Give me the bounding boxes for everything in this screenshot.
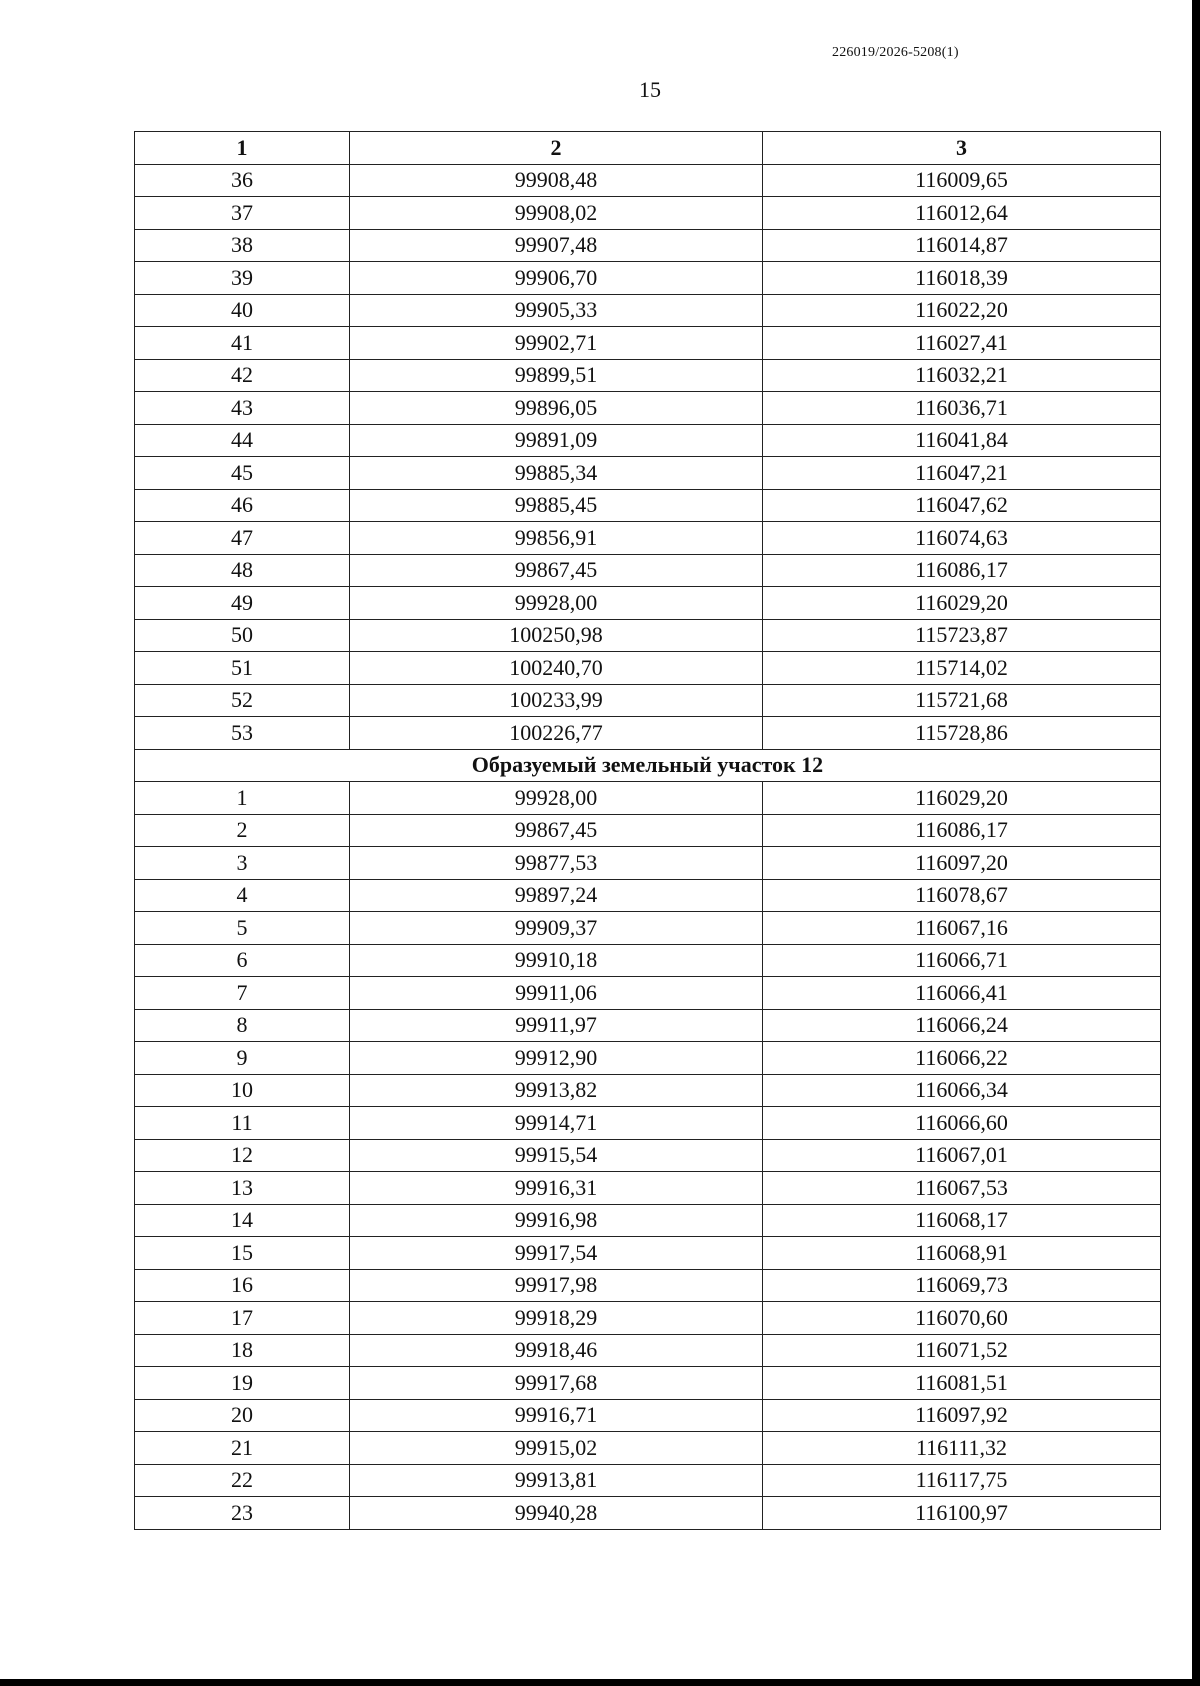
- point-number-cell: 37: [135, 197, 350, 230]
- point-number-cell: 48: [135, 554, 350, 587]
- table-row: [135, 554, 1161, 587]
- x-coordinate-cell: 99940,28: [350, 1497, 763, 1530]
- x-coordinate-cell: 99877,53: [350, 847, 763, 880]
- point-number-cell: 16: [135, 1269, 350, 1302]
- x-coordinate-cell: 99915,54: [350, 1139, 763, 1172]
- table-row: [135, 392, 1161, 425]
- x-coordinate-cell: 99912,90: [350, 1042, 763, 1075]
- column-header-3: 3: [763, 132, 1161, 165]
- y-coordinate-cell: 116027,41: [763, 327, 1161, 360]
- table-row: [135, 847, 1161, 880]
- table-row: [135, 294, 1161, 327]
- point-number-cell: 13: [135, 1172, 350, 1205]
- table-row: [135, 457, 1161, 490]
- table-row: [135, 489, 1161, 522]
- y-coordinate-cell: 116047,62: [763, 489, 1161, 522]
- x-coordinate-cell: 99906,70: [350, 262, 763, 295]
- x-coordinate-cell: 99908,48: [350, 164, 763, 197]
- table-row: [135, 327, 1161, 360]
- point-number-cell: 49: [135, 587, 350, 620]
- scan-edge-right: [1192, 0, 1200, 1686]
- table-row: [135, 944, 1161, 977]
- x-coordinate-cell: 99916,71: [350, 1399, 763, 1432]
- point-number-cell: 3: [135, 847, 350, 880]
- y-coordinate-cell: 116066,24: [763, 1009, 1161, 1042]
- point-number-cell: 39: [135, 262, 350, 295]
- y-coordinate-cell: 116117,75: [763, 1464, 1161, 1497]
- y-coordinate-cell: 116068,91: [763, 1237, 1161, 1270]
- point-number-cell: 15: [135, 1237, 350, 1270]
- x-coordinate-cell: 99915,02: [350, 1432, 763, 1465]
- point-number-cell: 5: [135, 912, 350, 945]
- y-coordinate-cell: 116041,84: [763, 424, 1161, 457]
- y-coordinate-cell: 116070,60: [763, 1302, 1161, 1335]
- x-coordinate-cell: 99911,06: [350, 977, 763, 1010]
- x-coordinate-cell: 99909,37: [350, 912, 763, 945]
- table-row: [135, 1269, 1161, 1302]
- x-coordinate-cell: 99908,02: [350, 197, 763, 230]
- y-coordinate-cell: 116071,52: [763, 1334, 1161, 1367]
- table-row: [135, 1302, 1161, 1335]
- y-coordinate-cell: 116047,21: [763, 457, 1161, 490]
- y-coordinate-cell: 116067,16: [763, 912, 1161, 945]
- x-coordinate-cell: 100226,77: [350, 717, 763, 750]
- section-title: Образуемый земельный участок 12: [135, 749, 1161, 782]
- point-number-cell: 45: [135, 457, 350, 490]
- y-coordinate-cell: 116018,39: [763, 262, 1161, 295]
- table-row: [135, 1432, 1161, 1465]
- table-row: [135, 782, 1161, 815]
- table-row: [135, 229, 1161, 262]
- x-coordinate-cell: 99885,45: [350, 489, 763, 522]
- x-coordinate-cell: 99896,05: [350, 392, 763, 425]
- y-coordinate-cell: 116097,92: [763, 1399, 1161, 1432]
- document-number: 226019/2026-5208(1): [832, 45, 959, 60]
- y-coordinate-cell: 116012,64: [763, 197, 1161, 230]
- y-coordinate-cell: 116036,71: [763, 392, 1161, 425]
- x-coordinate-cell: 99913,82: [350, 1074, 763, 1107]
- y-coordinate-cell: 115728,86: [763, 717, 1161, 750]
- y-coordinate-cell: 116086,17: [763, 814, 1161, 847]
- point-number-cell: 2: [135, 814, 350, 847]
- header-row: [135, 132, 1161, 165]
- point-number-cell: 17: [135, 1302, 350, 1335]
- x-coordinate-cell: 99914,71: [350, 1107, 763, 1140]
- point-number-cell: 6: [135, 944, 350, 977]
- x-coordinate-cell: 99867,45: [350, 554, 763, 587]
- table-row: [135, 1009, 1161, 1042]
- table-row: [135, 359, 1161, 392]
- x-coordinate-cell: 100240,70: [350, 652, 763, 685]
- table-row: [135, 1367, 1161, 1400]
- x-coordinate-cell: 99905,33: [350, 294, 763, 327]
- point-number-cell: 38: [135, 229, 350, 262]
- point-number-cell: 23: [135, 1497, 350, 1530]
- y-coordinate-cell: 116029,20: [763, 587, 1161, 620]
- y-coordinate-cell: 116074,63: [763, 522, 1161, 555]
- point-number-cell: 8: [135, 1009, 350, 1042]
- table-row: [135, 522, 1161, 555]
- x-coordinate-cell: 99907,48: [350, 229, 763, 262]
- table-row: [135, 1074, 1161, 1107]
- point-number-cell: 46: [135, 489, 350, 522]
- table-row: [135, 1497, 1161, 1530]
- y-coordinate-cell: 116066,60: [763, 1107, 1161, 1140]
- y-coordinate-cell: 116097,20: [763, 847, 1161, 880]
- x-coordinate-cell: 99917,98: [350, 1269, 763, 1302]
- point-number-cell: 53: [135, 717, 350, 750]
- table-row: [135, 1399, 1161, 1432]
- x-coordinate-cell: 99867,45: [350, 814, 763, 847]
- point-number-cell: 52: [135, 684, 350, 717]
- point-number-cell: 36: [135, 164, 350, 197]
- x-coordinate-cell: 99928,00: [350, 587, 763, 620]
- point-number-cell: 10: [135, 1074, 350, 1107]
- x-coordinate-cell: 99897,24: [350, 879, 763, 912]
- x-coordinate-cell: 100250,98: [350, 619, 763, 652]
- y-coordinate-cell: 116022,20: [763, 294, 1161, 327]
- page-number: 15: [639, 77, 661, 102]
- point-number-cell: 22: [135, 1464, 350, 1497]
- point-number-cell: 19: [135, 1367, 350, 1400]
- column-header-1: 1: [135, 132, 350, 165]
- point-number-cell: 42: [135, 359, 350, 392]
- y-coordinate-cell: 116066,34: [763, 1074, 1161, 1107]
- section-title-row: [135, 749, 1161, 782]
- y-coordinate-cell: 115714,02: [763, 652, 1161, 685]
- x-coordinate-cell: 99911,97: [350, 1009, 763, 1042]
- y-coordinate-cell: 116009,65: [763, 164, 1161, 197]
- table-header: [135, 132, 1161, 165]
- table-row: [135, 1237, 1161, 1270]
- point-number-cell: 7: [135, 977, 350, 1010]
- table-row: [135, 912, 1161, 945]
- table-row: [135, 164, 1161, 197]
- y-coordinate-cell: 116081,51: [763, 1367, 1161, 1400]
- table-row: [135, 1139, 1161, 1172]
- point-number-cell: 44: [135, 424, 350, 457]
- y-coordinate-cell: 115721,68: [763, 684, 1161, 717]
- point-number-cell: 50: [135, 619, 350, 652]
- point-number-cell: 41: [135, 327, 350, 360]
- table-row: [135, 1107, 1161, 1140]
- table-row: [135, 977, 1161, 1010]
- table-row: [135, 197, 1161, 230]
- y-coordinate-cell: 116066,22: [763, 1042, 1161, 1075]
- x-coordinate-cell: 99856,91: [350, 522, 763, 555]
- x-coordinate-cell: 99918,29: [350, 1302, 763, 1335]
- table-row: [135, 1172, 1161, 1205]
- x-coordinate-cell: 99910,18: [350, 944, 763, 977]
- coordinates-table: [134, 131, 1161, 1530]
- x-coordinate-cell: 99916,31: [350, 1172, 763, 1205]
- x-coordinate-cell: 99917,54: [350, 1237, 763, 1270]
- x-coordinate-cell: 99928,00: [350, 782, 763, 815]
- table-row: [135, 424, 1161, 457]
- y-coordinate-cell: 116067,01: [763, 1139, 1161, 1172]
- point-number-cell: 9: [135, 1042, 350, 1075]
- x-coordinate-cell: 99913,81: [350, 1464, 763, 1497]
- x-coordinate-cell: 99899,51: [350, 359, 763, 392]
- point-number-cell: 47: [135, 522, 350, 555]
- point-number-cell: 1: [135, 782, 350, 815]
- table-row: [135, 717, 1161, 750]
- point-number-cell: 18: [135, 1334, 350, 1367]
- x-coordinate-cell: 99916,98: [350, 1204, 763, 1237]
- x-coordinate-cell: 99891,09: [350, 424, 763, 457]
- point-number-cell: 20: [135, 1399, 350, 1432]
- column-header-2: 2: [350, 132, 763, 165]
- table-row: [135, 587, 1161, 620]
- table-row: [135, 652, 1161, 685]
- table-row: [135, 814, 1161, 847]
- table-row: [135, 1204, 1161, 1237]
- table-row: [135, 619, 1161, 652]
- x-coordinate-cell: 99885,34: [350, 457, 763, 490]
- y-coordinate-cell: 116069,73: [763, 1269, 1161, 1302]
- point-number-cell: 12: [135, 1139, 350, 1172]
- table-row: [135, 879, 1161, 912]
- y-coordinate-cell: 116032,21: [763, 359, 1161, 392]
- table-row: [135, 1334, 1161, 1367]
- point-number-cell: 43: [135, 392, 350, 425]
- y-coordinate-cell: 116078,67: [763, 879, 1161, 912]
- table-row: [135, 1464, 1161, 1497]
- point-number-cell: 11: [135, 1107, 350, 1140]
- y-coordinate-cell: 115723,87: [763, 619, 1161, 652]
- y-coordinate-cell: 116100,97: [763, 1497, 1161, 1530]
- x-coordinate-cell: 100233,99: [350, 684, 763, 717]
- table-body: [135, 164, 1161, 1529]
- y-coordinate-cell: 116014,87: [763, 229, 1161, 262]
- point-number-cell: 40: [135, 294, 350, 327]
- x-coordinate-cell: 99917,68: [350, 1367, 763, 1400]
- table-row: [135, 262, 1161, 295]
- y-coordinate-cell: 116066,41: [763, 977, 1161, 1010]
- point-number-cell: 51: [135, 652, 350, 685]
- point-number-cell: 21: [135, 1432, 350, 1465]
- x-coordinate-cell: 99902,71: [350, 327, 763, 360]
- y-coordinate-cell: 116086,17: [763, 554, 1161, 587]
- y-coordinate-cell: 116066,71: [763, 944, 1161, 977]
- table-row: [135, 684, 1161, 717]
- y-coordinate-cell: 116029,20: [763, 782, 1161, 815]
- scan-edge-bottom: [0, 1679, 1200, 1686]
- table-row: [135, 1042, 1161, 1075]
- y-coordinate-cell: 116067,53: [763, 1172, 1161, 1205]
- y-coordinate-cell: 116111,32: [763, 1432, 1161, 1465]
- y-coordinate-cell: 116068,17: [763, 1204, 1161, 1237]
- point-number-cell: 4: [135, 879, 350, 912]
- point-number-cell: 14: [135, 1204, 350, 1237]
- x-coordinate-cell: 99918,46: [350, 1334, 763, 1367]
